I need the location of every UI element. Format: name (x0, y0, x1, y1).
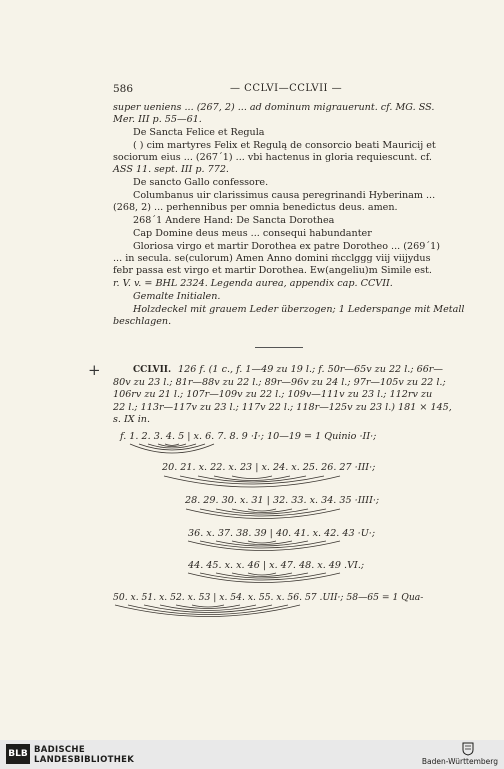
quire-arc (160, 605, 256, 611)
coat-of-arms-icon (462, 742, 474, 756)
text-line: beschlagen. (113, 316, 172, 327)
quire-arc (192, 605, 224, 607)
quire-arc (248, 541, 276, 543)
entry-line: s. IX in. (113, 414, 150, 425)
entry-line: 106rv zu 21 l.; 107r—109v zu 22 l.; 109v—111v zu 23 l.; 112rv zu (113, 389, 433, 400)
text-line: Mer. III p. 55—61. (113, 114, 202, 125)
section-heading: De Sancta Felice et Regula (133, 127, 265, 138)
margin-mark: + (88, 361, 101, 379)
quire-arc (165, 444, 179, 446)
quire-arc (180, 476, 324, 484)
quire-line: 28. 29. 30. x. 31 | 32. 33. x. 34. 35 ·IIII·; (185, 495, 380, 506)
text-line: Gloriosa virgo et martir Dorothea ex patre Dorotheo ... (269´1) (133, 241, 440, 252)
entry-line: 80v zu 23 l.; 81r—88v zu 22 l.; 89r—96v zu 24 l.; 97r—105v zu 22 l.; (113, 377, 446, 388)
text-line: ... in secula. se(culorum) Amen Anno domini ṁcclggg viij viijydus (113, 253, 431, 264)
text-line: ASS 11. sept. III p. 772. (113, 164, 229, 175)
page-number: 586 (113, 83, 134, 95)
quire-arc (232, 476, 272, 479)
text-line: super ueniens ... (267, 2) ... ad dominum migrauerunt. cf. MG. SS. (113, 102, 435, 113)
partner-label: Baden-Württemberg (421, 757, 498, 766)
quire-line: 36. x. 37. 38. 39 | 40. 41. x. 42. 43 ·U·; (188, 528, 376, 539)
blb-logo[interactable]: BLB (6, 744, 30, 764)
quire-line: f. 1. 2. 3. 4. 5 | x. 6. 7. 8. 9 ·I·; 10—19 = 1 Quinio ·II·; (120, 431, 377, 442)
text-line: sociorum eius ... (267´1) ... vbi hactenus in gloria requiescunt. cf. (113, 152, 432, 163)
quire-arc (248, 573, 276, 575)
section-heading: 268´1 Andere Hand: De Sancta Dorothea (133, 215, 335, 226)
text-line: ( ) cim martyres Felix et Regulą de consorcio beati Mauricij et (133, 140, 436, 151)
section-heading: De sancto Gallo confessore. (133, 177, 269, 188)
text-line: Gemalte Initialen. (133, 291, 221, 302)
quire-arc (198, 476, 306, 482)
quire-line: 20. 21. x. 22. x. 23 | x. 24. x. 25. 26. 27 ·III·; (162, 462, 376, 473)
quire-arc (139, 444, 205, 450)
quire-line: 44. 45. x. x. 46 | x. 47. 48. x. 49 .VI.; (188, 560, 365, 571)
text-line: (268, 2) ... perhennibus per omnia benedictus deus. amen. (113, 202, 398, 213)
quire-arc (248, 509, 276, 511)
text-line: Cap Domine deus meus ... consequi habundanter (133, 228, 372, 239)
library-name-line1: BADISCHE (34, 745, 85, 755)
library-name-line2: LANDESBIBLIOTHEK (34, 755, 135, 765)
quire-arc (148, 444, 196, 448)
entry-line: 22 l.; 113r—117v zu 23 l.; 117v 22 l.; 118r—125v zu 23 l.) 181 ⨯ 145, (113, 402, 452, 413)
entry-line: 126 f. (1 c., f. 1—49 zu 19 l.; f. 50r—65v zu 22 l.; 66r— (178, 364, 443, 375)
text-line: febr passa est virgo et martir Dorothea. Ew(angeliu)m Simile est. (113, 265, 432, 276)
quire-arc (216, 541, 308, 546)
text-line: r. V. v. = BHL 2324. Legenda aurea, appendix cap. CCVII. (113, 278, 393, 289)
quire-line: 50. x. 51. x. 52. x. 53 | x. 54. x. 55. x. 56. 57 .UII·; 58—65 = 1 Qua- (113, 592, 424, 603)
text-line: Columbanus uir clarissimus causa peregrinandi Hyberinam ... (133, 190, 436, 201)
entry-number: CCLVII. (133, 365, 172, 375)
text-line: Holzdeckel mit grauem Leder überzogen; 1 Lederspange mit Metall (133, 304, 465, 315)
running-head: — CCLVI—CCLVII — (230, 83, 343, 94)
quire-arc (216, 509, 308, 514)
library-footer-bar (0, 740, 504, 769)
quire-arc (164, 476, 340, 487)
quire-arc (216, 573, 308, 578)
